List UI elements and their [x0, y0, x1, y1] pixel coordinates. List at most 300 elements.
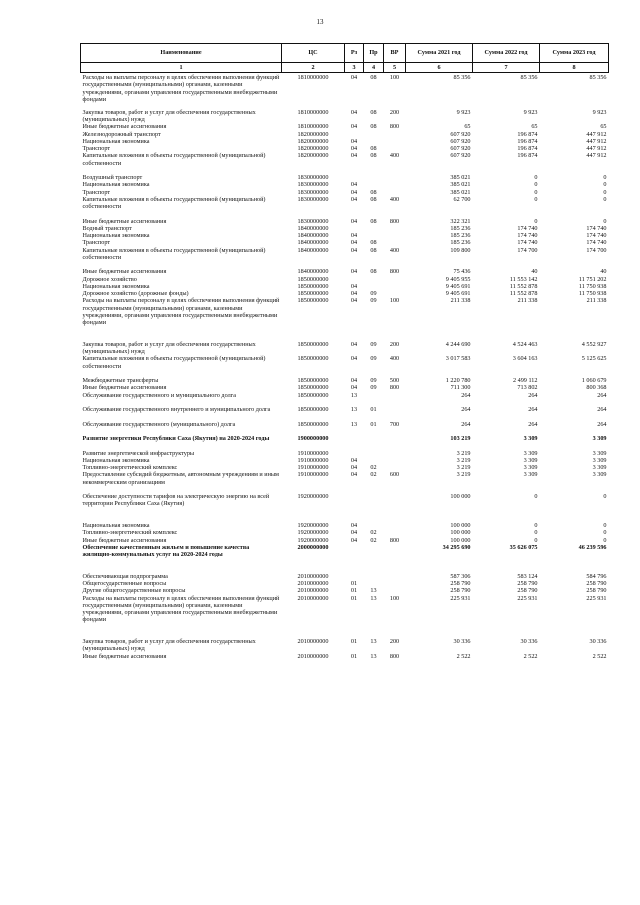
row-sum-2023: 40 [600, 268, 607, 276]
row-rz: 04 [350, 74, 358, 81]
row-rz: 04 [350, 282, 358, 290]
row-name: Железнодорожный транспорт [82, 130, 161, 138]
row-sum-2023: 3 309 [592, 464, 607, 471]
row-pr: 08 [370, 195, 377, 203]
row-sum-2021: 4 244 690 [445, 340, 471, 348]
row-sum-2021: 264 [461, 406, 471, 413]
row-name: Национальная экономика [82, 181, 150, 189]
row-sum-2023: 5 125 625 [581, 355, 607, 363]
row-vr: 500 [389, 377, 400, 384]
row-sum-2022: 4 524 463 [512, 340, 538, 348]
row-sum-2021: 85 356 [453, 74, 471, 81]
table-row [81, 225, 609, 232]
col-header-sum-2022: Сумма 2022 год [473, 44, 540, 63]
row-rz: 04 [350, 340, 358, 348]
row-sum-2021: 711 300 [450, 384, 471, 392]
row-cs: 1820000000 [297, 130, 329, 138]
row-rz: 04 [350, 384, 358, 392]
row-sum-2021: 100 000 [450, 522, 471, 529]
row-sum-2021: 607 920 [450, 145, 471, 152]
row-cs: 1830000000 [297, 217, 329, 225]
row-cs: 1850000000 [297, 340, 329, 348]
table-row [81, 196, 609, 218]
row-rz: 04 [350, 108, 358, 116]
row-sum-2021: 1 220 780 [445, 377, 471, 384]
row-name: Обеспечение качественным жильем и повышение качества жилищно-коммунальных услуг на 2020-2024 годы [82, 543, 250, 558]
row-vr [384, 435, 406, 450]
row-name: Иные бюджетные ассигнования [82, 652, 167, 660]
table-body [81, 73, 609, 660]
row-sum-2022: 65 [531, 123, 538, 131]
row-name: Расходы на выплаты персоналу в целях обеспечения выполнения функций государственными (муниципальными) органами, казенными учреждениями, органами управления государственными внебюджетными фондами [82, 74, 280, 103]
row-sum-2022: 30 336 [520, 638, 538, 645]
row-sum-2023: 264 [597, 420, 607, 428]
row-name: Другие общегосударственные вопросы [82, 587, 186, 595]
row-sum-2021: 30 336 [453, 638, 471, 645]
table-row [81, 138, 609, 145]
row-sum-2022: 196 874 [517, 152, 538, 160]
row-vr: 100 [389, 74, 400, 81]
col-number: 7 [473, 63, 540, 73]
row-sum-2023: 800 368 [586, 384, 607, 392]
row-name: Расходы на выплаты персоналу в целях обеспечения выполнения функций государственными (муниципальными) органами, казенными учреждениями, органами управления государственными внебюджетными фондами [82, 297, 280, 326]
row-cs: 1820000000 [297, 137, 329, 145]
row-sum-2021: 9 405 955 [445, 275, 471, 283]
row-sum-2022: 3 309 [523, 471, 538, 479]
row-rz: 04 [350, 536, 358, 544]
row-sum-2023: 447 912 [586, 137, 607, 145]
row-sum-2023: 2 522 [592, 652, 607, 660]
row-rz: 04 [350, 145, 358, 152]
row-name: Иные бюджетные ассигнования [82, 536, 167, 544]
row-cs: 1810000000 [297, 74, 329, 81]
row-cs: 1810000000 [297, 108, 329, 116]
row-vr [384, 450, 406, 457]
row-name: Транспорт [82, 145, 111, 152]
table-row [81, 355, 609, 377]
row-rz: 01 [350, 594, 358, 602]
row-rz: 01 [350, 652, 358, 660]
row-cs: 1830000000 [297, 195, 329, 203]
row-cs: 1910000000 [297, 449, 329, 457]
row-rz: 04 [350, 181, 358, 189]
row-cs: 1850000000 [297, 377, 329, 384]
row-sum-2022: 3 309 [523, 456, 538, 464]
col-number: 2 [282, 63, 345, 73]
row-sum-2023: 0 [603, 529, 607, 537]
row-sum-2021: 9 405 691 [445, 290, 471, 297]
row-sum-2022: 85 356 [520, 74, 538, 81]
row-sum-2022: 40 [531, 268, 538, 276]
row-pr: 02 [370, 536, 377, 544]
row-cs: 1900000000 [297, 435, 329, 442]
row-cs: 1830000000 [297, 188, 329, 196]
header-row [81, 44, 609, 63]
row-name: Общегосударственные вопросы [82, 580, 167, 587]
row-pr: 13 [370, 652, 377, 660]
row-name: Расходы на выплаты персоналу в целях обеспечения выполнения функций государственными (муниципальными) органами, казенными учреждениями, органами управления государственными внебюджетными фондами [82, 594, 280, 624]
row-name: Предоставление субсидий бюджетным, автономным учреждениям и иным некоммерческим организациям [82, 471, 279, 486]
row-sum-2023: 447 912 [586, 130, 607, 138]
row-cs: 1840000000 [297, 268, 329, 276]
row-sum-2021: 100 000 [450, 529, 471, 537]
row-rz: 04 [350, 239, 358, 247]
row-vr: 400 [389, 355, 400, 363]
row-sum-2022: 0 [534, 181, 538, 189]
row-rz [345, 131, 364, 138]
row-sum-2021: 75 436 [453, 268, 471, 276]
row-cs: 1910000000 [297, 456, 329, 464]
row-rz: 04 [350, 471, 358, 479]
col-number: 3 [345, 63, 364, 73]
row-cs: 2010000000 [297, 572, 329, 580]
row-vr [384, 522, 406, 529]
row-rz: 04 [350, 217, 358, 225]
row-sum-2023: 0 [603, 195, 607, 203]
row-name: Иные бюджетные ассигнования [82, 123, 167, 131]
table-row [81, 145, 609, 152]
row-vr: 200 [389, 340, 400, 348]
row-sum-2023: 3 309 [592, 471, 607, 479]
row-pr: 08 [370, 108, 377, 116]
col-number: 8 [540, 63, 609, 73]
row-sum-2022: 2 522 [523, 652, 538, 660]
row-sum-2022: 264 [528, 391, 538, 399]
row-sum-2022: 0 [534, 174, 538, 181]
row-vr: 100 [389, 297, 400, 305]
row-sum-2023: 225 931 [586, 594, 607, 602]
row-name: Закупка товаров, работ и услуг для обеспечения государственных (муниципальных) нужд [82, 638, 256, 653]
table-row [81, 377, 609, 384]
row-pr [364, 435, 384, 450]
row-cs: 1850000000 [297, 391, 329, 399]
row-vr: 800 [389, 652, 400, 660]
row-vr: 800 [389, 123, 400, 131]
row-sum-2021: 264 [461, 391, 471, 399]
table-row [81, 653, 609, 660]
row-sum-2023: 447 912 [586, 152, 607, 160]
row-vr [384, 290, 406, 297]
row-cs: 1830000000 [297, 181, 329, 189]
row-name: Дорожное хозяйство [82, 275, 137, 283]
row-sum-2023: 0 [603, 181, 607, 189]
row-rz: 01 [350, 580, 358, 587]
row-pr: 08 [370, 145, 377, 152]
row-vr [384, 189, 406, 196]
row-pr: 08 [370, 217, 377, 225]
row-vr [384, 225, 406, 232]
row-pr: 01 [370, 420, 377, 428]
table-row [81, 529, 609, 536]
row-name: Топливно-энергетический комплекс [82, 464, 178, 471]
row-pr: 08 [370, 152, 377, 160]
row-sum-2021: 185 236 [450, 224, 471, 232]
row-cs: 1850000000 [297, 275, 329, 283]
row-pr: 09 [370, 377, 377, 384]
row-sum-2023: 3 309 [592, 449, 607, 457]
table-row [81, 544, 609, 573]
row-sum-2021: 607 920 [450, 130, 471, 138]
table-row [81, 493, 609, 522]
table-row [81, 580, 609, 587]
row-pr: 01 [370, 406, 377, 413]
row-rz: 04 [350, 123, 358, 131]
col-header-pr: Пр [364, 44, 384, 63]
row-sum-2022: 211 338 [517, 297, 538, 305]
row-sum-2022: 196 874 [517, 145, 538, 152]
table-row [81, 174, 609, 181]
row-pr [364, 225, 384, 232]
row-sum-2021: 185 236 [450, 239, 471, 247]
table-row [81, 457, 609, 464]
table-row [81, 421, 609, 436]
row-vr [384, 406, 406, 421]
row-rz: 04 [350, 152, 358, 160]
row-sum-2023: 0 [603, 188, 607, 196]
row-vr [384, 580, 406, 587]
row-cs: 1850000000 [297, 420, 329, 428]
row-pr: 09 [370, 384, 377, 392]
row-vr [384, 239, 406, 246]
row-sum-2021: 264 [461, 420, 471, 428]
row-sum-2023: 264 [597, 391, 607, 399]
row-cs: 1820000000 [297, 145, 329, 152]
row-rz: 13 [350, 406, 358, 413]
row-vr: 200 [389, 638, 400, 645]
col-number: 5 [384, 63, 406, 73]
row-sum-2022: 196 874 [517, 137, 538, 145]
row-sum-2023: 174 740 [586, 224, 607, 232]
col-header-sum-2021: Сумма 2021 год [406, 44, 473, 63]
row-pr [364, 493, 384, 522]
row-sum-2023: 46 239 596 [578, 543, 607, 551]
row-rz: 04 [350, 297, 358, 305]
row-pr: 08 [370, 123, 377, 131]
row-name: Капитальные вложения в объекты государственной (муниципальной) собственности [82, 152, 266, 167]
row-sum-2021: 185 236 [450, 232, 471, 239]
table-row [81, 109, 609, 124]
table-row [81, 384, 609, 391]
row-pr: 13 [370, 587, 377, 595]
row-pr: 13 [370, 638, 377, 645]
row-name: Обслуживание государственного и муниципального долга [82, 391, 236, 399]
table-row [81, 392, 609, 407]
table-row [81, 522, 609, 529]
row-pr [364, 580, 384, 587]
col-number: 6 [406, 63, 473, 73]
row-name: Капитальные вложения в объекты государственной (муниципальной) собственности [82, 195, 266, 210]
row-pr [364, 232, 384, 239]
row-name: Национальная экономика [82, 232, 150, 239]
row-cs: 2010000000 [297, 652, 329, 660]
row-sum-2021: 100 000 [450, 493, 471, 500]
row-cs: 1850000000 [297, 384, 329, 392]
row-rz: 04 [350, 522, 358, 529]
row-pr [364, 276, 384, 283]
row-pr: 08 [370, 268, 377, 276]
row-sum-2022: 174 740 [517, 224, 538, 232]
row-sum-2022: 174 700 [517, 246, 538, 254]
row-cs: 1850000000 [297, 406, 329, 413]
row-sum-2023: 258 790 [586, 580, 607, 587]
row-sum-2021: 109 800 [450, 246, 471, 254]
row-name: Закупка товаров, работ и услуг для обеспечения государственных (муниципальных) нужд [82, 340, 256, 355]
row-vr: 800 [389, 268, 400, 276]
row-sum-2023: 0 [603, 536, 607, 544]
row-vr: 400 [389, 246, 400, 254]
row-sum-2023: 3 309 [592, 435, 607, 442]
row-cs: 1820000000 [297, 152, 329, 160]
row-cs: 1850000000 [297, 297, 329, 305]
row-name: Обслуживание государственного внутреннего и муниципального долга [82, 406, 271, 413]
row-name: Развитие энергетической инфраструктуры [82, 449, 195, 457]
row-rz [345, 276, 364, 283]
table-row [81, 537, 609, 544]
row-vr: 400 [389, 152, 400, 160]
row-cs: 1920000000 [297, 493, 329, 500]
row-vr [384, 587, 406, 594]
row-vr [384, 464, 406, 471]
row-sum-2021: 385 021 [450, 174, 471, 181]
row-sum-2021: 258 790 [450, 580, 471, 587]
row-cs: 1850000000 [297, 282, 329, 290]
row-sum-2022: 0 [534, 217, 538, 225]
row-pr [364, 181, 384, 188]
table-row [81, 587, 609, 594]
col-number: 4 [364, 63, 384, 73]
row-cs: 1910000000 [297, 471, 329, 479]
row-pr [364, 131, 384, 138]
table-row [81, 471, 609, 493]
row-rz: 04 [350, 232, 358, 239]
row-cs: 1840000000 [297, 232, 329, 239]
row-vr [384, 573, 406, 580]
row-sum-2021: 34 295 690 [442, 543, 471, 551]
row-name: Межбюджетные трансферты [82, 377, 159, 384]
row-sum-2023: 174 740 [586, 232, 607, 239]
table-row [81, 290, 609, 297]
row-sum-2023: 174 740 [586, 239, 607, 247]
row-sum-2021: 65 [464, 123, 471, 131]
row-sum-2023: 258 790 [586, 587, 607, 595]
row-sum-2022: 0 [534, 536, 538, 544]
row-pr [364, 573, 384, 580]
row-name: Воздушный транспорт [82, 174, 143, 181]
row-pr [364, 522, 384, 529]
row-name: Национальная экономика [82, 282, 150, 290]
row-sum-2023: 0 [603, 493, 607, 500]
row-sum-2021: 258 790 [450, 587, 471, 595]
row-rz [345, 573, 364, 580]
row-sum-2022: 3 309 [523, 435, 538, 442]
row-rz [345, 174, 364, 181]
row-vr [384, 457, 406, 464]
row-sum-2023: 264 [597, 406, 607, 413]
row-name: Иные бюджетные ассигнования [82, 384, 167, 392]
row-pr [364, 392, 384, 407]
row-pr [364, 174, 384, 181]
row-sum-2023: 1 060 679 [581, 377, 607, 384]
row-cs: 1910000000 [297, 464, 329, 471]
col-header-rz: Рз [345, 44, 364, 63]
row-vr: 200 [389, 108, 400, 116]
row-name: Обеспечение доступности тарифов на электрическую энергию на всей территории Республики Саха (Якутия) [82, 493, 270, 508]
row-rz: 04 [350, 195, 358, 203]
row-sum-2022: 11 552 878 [509, 282, 538, 290]
row-cs: 1830000000 [297, 174, 329, 181]
row-vr: 100 [389, 594, 400, 602]
table-row [81, 218, 609, 225]
row-sum-2022: 11 552 878 [509, 290, 538, 297]
col-header-cs: ЦС [282, 44, 345, 63]
row-name: Обслуживание государственного (муниципального) долга [82, 420, 236, 428]
row-sum-2022: 0 [534, 493, 538, 500]
row-name: Иные бюджетные ассигнования [82, 268, 167, 276]
row-name: Национальная экономика [82, 522, 150, 529]
row-sum-2023: 11 750 938 [578, 290, 607, 297]
row-sum-2023: 85 356 [589, 74, 607, 81]
row-vr: 400 [389, 195, 400, 203]
row-vr [384, 392, 406, 407]
row-sum-2022: 11 553 142 [509, 275, 538, 283]
table-row [81, 131, 609, 138]
table-row [81, 406, 609, 421]
table-row [81, 573, 609, 580]
row-pr [364, 544, 384, 573]
row-sum-2022: 3 309 [523, 449, 538, 457]
row-rz [345, 493, 364, 522]
row-sum-2022: 225 931 [517, 594, 538, 602]
row-rz: 04 [350, 456, 358, 464]
row-pr [364, 283, 384, 290]
row-sum-2022: 2 499 112 [512, 377, 538, 384]
table-row [81, 247, 609, 269]
row-vr [384, 145, 406, 152]
row-name: Развитие энергетики Республики Саха (Якутия) на 2020-2024 годы [82, 435, 270, 442]
row-pr: 09 [370, 355, 377, 363]
row-name: Капитальные вложения в объекты государственной (муниципальной) собственности [82, 355, 266, 370]
table-row [81, 464, 609, 471]
row-rz: 04 [350, 188, 358, 196]
table-row [81, 341, 609, 356]
row-name: Национальная экономика [82, 137, 150, 145]
row-pr: 09 [370, 290, 377, 297]
row-sum-2022: 258 790 [517, 587, 538, 595]
row-rz: 04 [350, 377, 358, 384]
table-row [81, 268, 609, 275]
row-cs: 1840000000 [297, 239, 329, 247]
row-name: Транспорт [82, 188, 111, 196]
row-pr [364, 138, 384, 145]
row-name: Закупка товаров, работ и услуг для обеспечения государственных (муниципальных) нужд [82, 108, 256, 123]
row-sum-2022: 0 [534, 529, 538, 537]
row-sum-2023: 3 309 [592, 456, 607, 464]
row-cs: 2010000000 [297, 638, 329, 645]
row-sum-2022: 174 740 [517, 239, 538, 247]
col-header-vr: ВР [384, 44, 406, 63]
row-sum-2021: 225 931 [450, 594, 471, 602]
row-sum-2022: 0 [534, 188, 538, 196]
row-vr: 800 [389, 384, 400, 392]
row-sum-2021: 3 219 [456, 464, 471, 471]
table-row [81, 189, 609, 196]
row-sum-2023: 447 912 [586, 145, 607, 152]
row-sum-2023: 65 [600, 123, 607, 131]
row-rz: 04 [350, 464, 358, 471]
table-row [81, 232, 609, 239]
row-sum-2022: 713 802 [517, 384, 538, 392]
table-row [81, 638, 609, 653]
